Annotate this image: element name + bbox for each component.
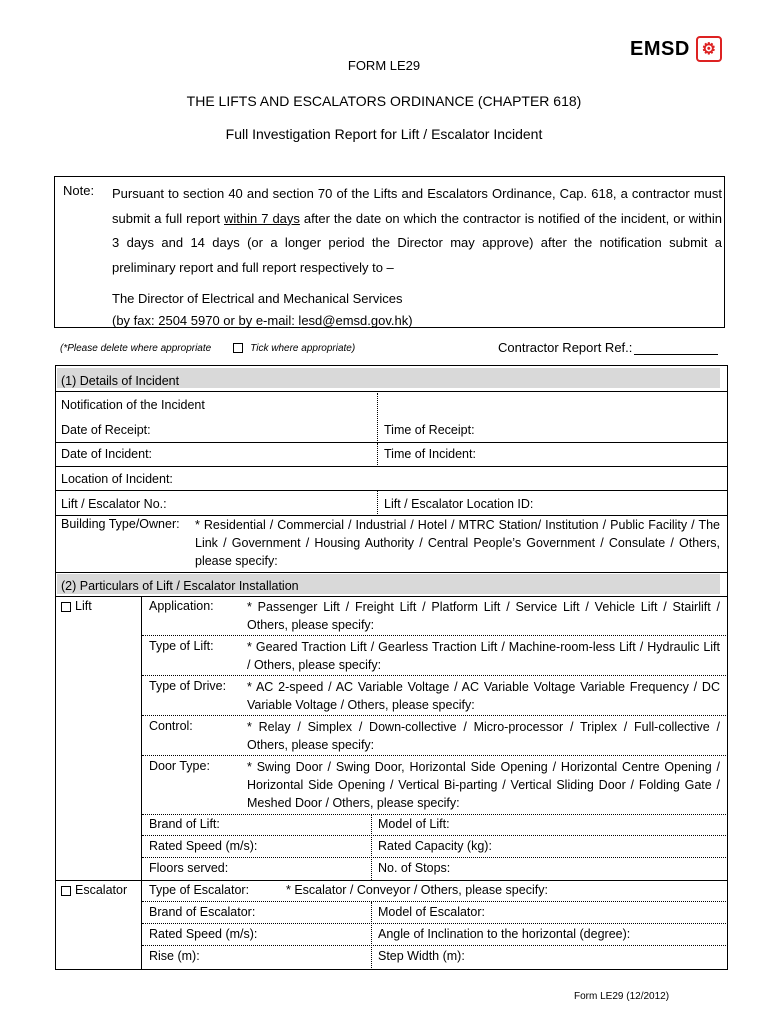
divider bbox=[55, 442, 728, 443]
rated-capacity-field[interactable]: Rated Capacity (kg): bbox=[378, 839, 492, 853]
divider bbox=[142, 715, 728, 716]
divider bbox=[142, 923, 728, 924]
note-label: Note: bbox=[63, 183, 95, 198]
application-label: Application: bbox=[149, 599, 214, 613]
escalator-checkbox-icon[interactable] bbox=[61, 886, 71, 896]
emsd-logo bbox=[630, 36, 722, 62]
divider bbox=[142, 675, 728, 676]
divider bbox=[377, 393, 378, 441]
divider bbox=[55, 490, 728, 491]
escalator-rated-speed-field[interactable]: Rated Speed (m/s): bbox=[149, 927, 258, 941]
section1-title: (1) Details of Incident bbox=[61, 374, 180, 388]
note-box bbox=[54, 176, 725, 328]
emsd-emblem-icon: ⚙ bbox=[696, 36, 722, 62]
escalator-checkbox[interactable] bbox=[61, 883, 127, 897]
angle-of-inclination-field[interactable]: Angle of Inclination to the horizontal (degree): bbox=[378, 927, 631, 941]
type-of-drive-options[interactable]: * AC 2-speed / AC Variable Voltage / AC Variable Voltage Variable Frequency / DC Variable Voltage / Others, please specify: bbox=[247, 680, 720, 712]
divider bbox=[55, 880, 728, 881]
lift-number-field[interactable]: Lift / Escalator No.: bbox=[61, 497, 167, 511]
divider bbox=[371, 902, 372, 968]
time-incident-field[interactable]: Time of Incident: bbox=[384, 447, 476, 461]
rated-speed-field[interactable]: Rated Speed (m/s): bbox=[149, 839, 258, 853]
divider bbox=[377, 443, 378, 465]
divider bbox=[142, 814, 728, 815]
divider bbox=[142, 901, 728, 902]
logo-text: EMSD bbox=[630, 37, 690, 60]
model-of-escalator-field[interactable]: Model of Escalator: bbox=[378, 905, 485, 919]
location-field[interactable]: Location of Incident: bbox=[61, 472, 173, 486]
divider bbox=[55, 466, 728, 467]
tick-box-icon bbox=[233, 343, 243, 353]
delete-instruction: (*Please delete where appropriate bbox=[60, 343, 212, 354]
report-title: Full Investigation Report for Lift / Escalator Incident bbox=[225, 126, 543, 142]
section2-title: (2) Particulars of Lift / Escalator Installation bbox=[61, 579, 299, 593]
step-width-field[interactable]: Step Width (m): bbox=[378, 949, 465, 963]
ordinance-title: THE LIFTS AND ESCALATORS ORDINANCE (CHAPTER 618) bbox=[186, 93, 582, 109]
note-text-before: Pursuant to section 40 and section 70 of the Lifts and Escalators Ordinance, Cap. 618, a contractor must submit a full report bbox=[112, 186, 722, 226]
floors-served-field[interactable]: Floors served: bbox=[149, 861, 229, 875]
number-of-stops-field[interactable]: No. of Stops: bbox=[378, 861, 451, 875]
divider bbox=[377, 491, 378, 514]
type-of-drive-label: Type of Drive: bbox=[149, 679, 227, 693]
application-options[interactable]: * Passenger Lift / Freight Lift / Platform Lift / Service Lift / Vehicle Lift / Stairlift / Others, please specify: bbox=[247, 600, 720, 632]
model-of-lift-field[interactable]: Model of Lift: bbox=[378, 817, 450, 831]
time-receipt-field[interactable]: Time of Receipt: bbox=[384, 423, 475, 437]
form-footer: Form LE29 (12/2012) bbox=[574, 991, 670, 1002]
divider bbox=[142, 635, 728, 636]
control-options[interactable]: * Relay / Simplex / Down-collective / Micro-processor / Triplex / Full-collective / Others, please specify: bbox=[247, 720, 720, 752]
location-id-field[interactable]: Lift / Escalator Location ID: bbox=[384, 497, 534, 511]
divider bbox=[371, 815, 372, 880]
lift-checkbox-label: Lift bbox=[75, 599, 92, 613]
rise-field[interactable]: Rise (m): bbox=[149, 949, 200, 963]
type-of-escalator-options[interactable]: * Escalator / Conveyor / Others, please specify: bbox=[286, 883, 548, 897]
instructions bbox=[60, 343, 355, 354]
note-text-after: after the date on which the contractor is notified of the incident, or within 3 days and 14 days (or a longer period the Director may approve) after the notification submit a preliminary report and full report respectively to – bbox=[112, 210, 722, 275]
divider bbox=[141, 596, 142, 970]
note-paragraph bbox=[112, 182, 722, 280]
note-deadline: within 7 days bbox=[224, 210, 300, 226]
contractor-ref-field[interactable] bbox=[634, 342, 718, 355]
brand-of-lift-field[interactable]: Brand of Lift: bbox=[149, 817, 220, 831]
contractor-ref-label: Contractor Report Ref.: bbox=[498, 340, 633, 355]
director-name: The Director of Electrical and Mechanical Services bbox=[112, 291, 403, 306]
building-type-options[interactable]: * Residential / Commercial / Industrial / Hotel / MTRC Station/ Institution / Public Facility / The Link / Government / Housing Authority / Central People’s Government / Consulate / Others, please specify: bbox=[195, 518, 720, 568]
divider bbox=[142, 835, 728, 836]
building-type-label: Building Type/Owner: bbox=[61, 517, 180, 531]
divider bbox=[142, 755, 728, 756]
director-block bbox=[112, 288, 413, 332]
type-of-lift-label: Type of Lift: bbox=[149, 639, 214, 653]
divider bbox=[55, 596, 728, 597]
divider bbox=[55, 572, 728, 573]
date-receipt-field[interactable]: Date of Receipt: bbox=[61, 423, 151, 437]
divider bbox=[55, 391, 728, 392]
divider bbox=[142, 857, 728, 858]
tick-instruction: Tick where appropriate) bbox=[250, 343, 356, 354]
divider bbox=[142, 945, 728, 946]
contractor-ref bbox=[498, 340, 718, 355]
notification-label: Notification of the Incident bbox=[61, 398, 205, 412]
control-label: Control: bbox=[149, 719, 193, 733]
door-type-options[interactable]: * Swing Door / Swing Door, Horizontal Side Opening / Horizontal Centre Opening / Horizontal Side Opening / Vertical Bi-parting / Vertical Sliding Door / Folding Gate / Meshed Door / Others, please specify: bbox=[247, 760, 720, 810]
lift-checkbox-icon[interactable] bbox=[61, 602, 71, 612]
type-of-escalator-label: Type of Escalator: bbox=[149, 883, 250, 897]
form-number: FORM LE29 bbox=[347, 58, 421, 73]
type-of-lift-options[interactable]: * Geared Traction Lift / Gearless Traction Lift / Machine-room-less Lift / Hydraulic Lift / Others, please specify: bbox=[247, 640, 720, 672]
escalator-checkbox-label: Escalator bbox=[75, 883, 128, 897]
date-incident-field[interactable]: Date of Incident: bbox=[61, 447, 153, 461]
lift-checkbox[interactable] bbox=[61, 599, 92, 613]
door-type-label: Door Type: bbox=[149, 759, 210, 773]
director-contact: (by fax: 2504 5970 or by e-mail: lesd@emsd.gov.hk) bbox=[112, 313, 413, 328]
brand-of-escalator-field[interactable]: Brand of Escalator: bbox=[149, 905, 256, 919]
